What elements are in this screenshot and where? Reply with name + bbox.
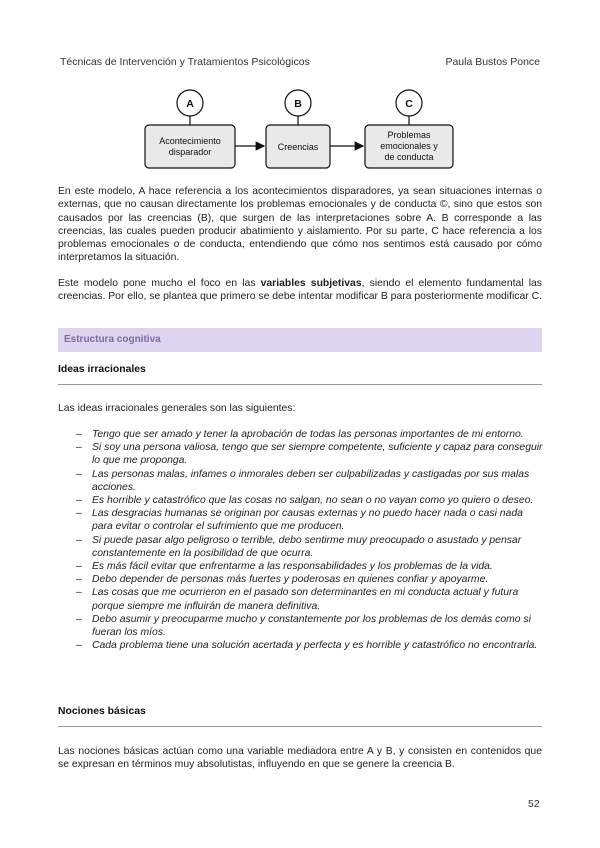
list-item-text: Si puede pasar algo peligroso o terrible, debo sentirme muy preocupado o asustado y pensar constantemente en la posibilidad de que ocurra. bbox=[92, 534, 522, 559]
list-item bbox=[58, 573, 544, 586]
section-banner bbox=[58, 328, 542, 352]
dash-bullet: – bbox=[76, 468, 82, 480]
dash-bullet: – bbox=[76, 442, 82, 454]
dash-bullet: – bbox=[76, 574, 82, 586]
list-item-text: Las personas malas, infames o inmorales deben ser culpabilizadas y castigadas por sus malas acciones. bbox=[92, 468, 530, 493]
abc-diagram-svg bbox=[0, 88, 600, 176]
paragraph-focus-bold: variables subjetivas bbox=[260, 278, 362, 289]
list-item-text: Si soy una persona valiosa, tengo que ser siempre competente, suficiente y capaz para conseguir lo que me proponga. bbox=[92, 442, 543, 467]
box-c-line1: Problemas bbox=[387, 130, 431, 140]
ideas-list bbox=[58, 428, 544, 652]
divider bbox=[58, 384, 542, 385]
letter-c: C bbox=[405, 98, 413, 110]
paragraph-focus-end: , siendo el elemento fundamental las creencias. Por ello, se plantea que primero se debe intentar modificar B para posteriormente modificar C. bbox=[58, 278, 542, 303]
list-item bbox=[58, 468, 544, 494]
paragraph-focus bbox=[58, 277, 542, 304]
list-item-text: Cada problema tiene una solución acertada y perfecta y es horrible y catastrófico no encontrarla. bbox=[92, 640, 538, 652]
paragraph-model: En este modelo, A hace referencia a los acontecimientos disparadores, ya sean situaciones internas o externas, que no causan directamente los problemas emocionales y de conducta ©, sino que estos son causados por las creencias (B), que surgen de las interpretaciones sobre A. B corresponde a las creencias, las cuales pueden producir abatimiento y aislamiento. Por su parte, C hace referencia a los problemas emocionales o de conducta, entendiendo que cómo nos sentimos está causado por cómo interpretamos la situación. bbox=[58, 186, 542, 264]
divider bbox=[58, 726, 542, 727]
list-item bbox=[58, 534, 544, 560]
header-author: Paula Bustos Ponce bbox=[445, 56, 540, 68]
list-item bbox=[58, 560, 544, 573]
dash-bullet: – bbox=[76, 534, 82, 546]
list-item-text: Tengo que ser amado y tener la aprobación de todas las personas importantes de mi entorno. bbox=[92, 429, 524, 440]
list-item bbox=[58, 494, 544, 507]
box-b-line1: Creencias bbox=[277, 142, 319, 152]
page-number: 52 bbox=[528, 798, 540, 810]
section-banner-title: Estructura cognitiva bbox=[64, 334, 161, 345]
dash-bullet: – bbox=[76, 561, 82, 573]
dash-bullet: – bbox=[76, 587, 82, 599]
list-item bbox=[58, 639, 544, 652]
header-title: Técnicas de Intervención y Tratamientos Psicológicos bbox=[60, 56, 310, 68]
list-item-text: Debo depender de personas más fuertes y poderosas en quienes confiar y apoyarme. bbox=[92, 574, 489, 586]
heading-ideas-irracionales: Ideas irracionales bbox=[58, 364, 146, 375]
list-item bbox=[58, 613, 544, 639]
ideas-intro: Las ideas irracionales generales son las siguientes: bbox=[58, 403, 296, 414]
list-item-text: Es horrible y catastrófico que las cosas no salgan, no sean o no vayan como yo quiero o deseo. bbox=[92, 495, 534, 507]
dash-bullet: – bbox=[76, 613, 82, 625]
dash-bullet: – bbox=[76, 495, 82, 507]
list-item bbox=[58, 586, 544, 612]
letter-a: A bbox=[186, 98, 194, 110]
letter-b: B bbox=[294, 98, 302, 110]
list-item bbox=[58, 441, 544, 467]
dash-bullet: – bbox=[76, 640, 82, 652]
box-c-line3: de conducta bbox=[384, 152, 434, 162]
box-c-line2: emocionales y bbox=[380, 141, 438, 151]
list-item-text: Las desgracias humanas se originan por causas externas y no puedo hacer nada o casi nada para evitar o controlar el sufrimiento que me producen. bbox=[92, 508, 523, 533]
list-item-text: Debo asumir y preocuparme mucho y constantemente por los problemas de los demás como si fueran los míos. bbox=[92, 613, 531, 639]
abc-diagram bbox=[0, 88, 600, 176]
box-a-line1: Acontecimiento bbox=[159, 136, 221, 146]
paragraph-nociones: Las nociones básicas actúan como una variable mediadora entre A y B, y consisten en contenidos que se expresan en términos muy absolutistas, influyendo en que se genere la creencia B. bbox=[58, 746, 542, 771]
list-item bbox=[58, 428, 544, 441]
dash-bullet: – bbox=[76, 429, 82, 440]
box-a-line2: disparador bbox=[168, 147, 212, 157]
dash-bullet: – bbox=[76, 508, 82, 520]
heading-nociones-basicas: Nociones básicas bbox=[58, 706, 146, 717]
list-item-text: Es más fácil evitar que enfrentarme a las responsabilidades y los problemas de la vida. bbox=[92, 561, 493, 573]
paragraph-focus-start: Este modelo pone mucho el foco en las bbox=[58, 278, 261, 289]
list-item-text: Las cosas que me ocurrieron en el pasado son determinantes en mi conducta actual y futura porque siempre me influirán de manera definitiva. bbox=[92, 587, 519, 612]
list-item bbox=[58, 507, 544, 533]
